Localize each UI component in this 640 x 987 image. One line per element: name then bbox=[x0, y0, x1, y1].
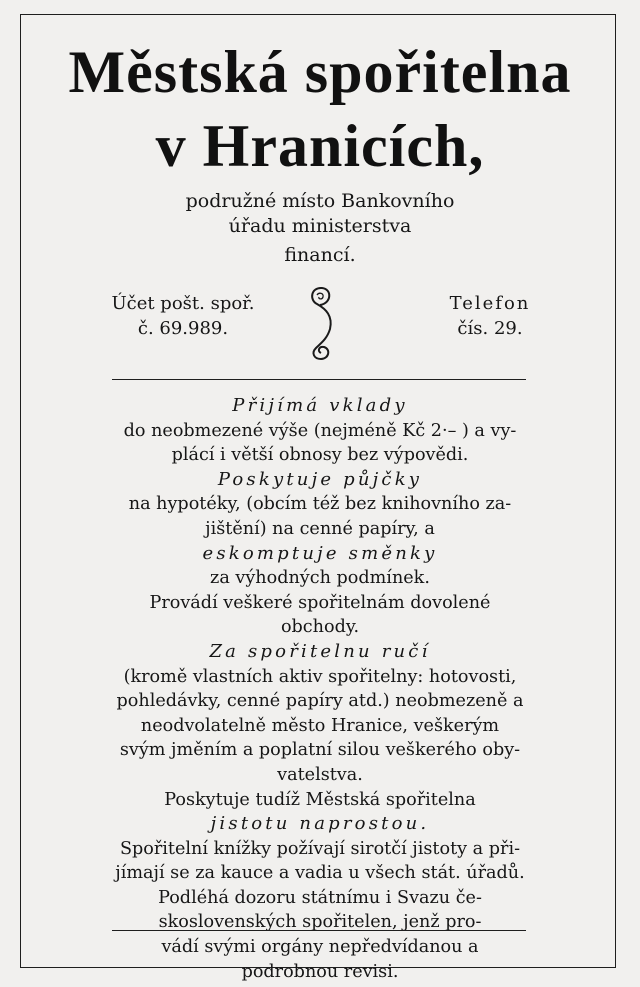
subtitle-line-3: financí. bbox=[284, 244, 356, 266]
top-divider bbox=[112, 379, 526, 380]
body-line: pohledávky, cenné papíry atd.) neobmezeně a bbox=[116, 691, 524, 712]
postal-account-label: Účet pošt. spoř. bbox=[111, 293, 255, 314]
subtitle-line-2: úřadu ministerstva bbox=[228, 215, 412, 237]
telephone-label: Telefon bbox=[449, 293, 531, 314]
telephone bbox=[420, 291, 560, 341]
body-line: svým jměním a poplatní silou veškerého oby- bbox=[119, 740, 521, 761]
postal-account-number: č. 69.989. bbox=[137, 318, 229, 339]
body-line: Spořitelní knížky požívají sirotčí jistoty a při- bbox=[119, 838, 521, 859]
body-line: plácí i větší obnosy bez výpovědi. bbox=[171, 445, 469, 466]
body-line: jištění) na cenné papíry, a bbox=[205, 518, 435, 539]
body-line: jímají se za kauce a vadia u všech stát. úřadů. bbox=[115, 863, 525, 884]
heading-deposits: Přijímá vklady bbox=[232, 395, 408, 416]
title-line-2: v Hranicích, bbox=[155, 113, 485, 179]
body-line: do neobmezené výše (nejméně Kč 2·– ) a vy- bbox=[123, 420, 517, 441]
subtitle-line-1: podružné místo Bankovního bbox=[185, 190, 455, 212]
body-line: na hypotéky, (obcím též bez knihovního za- bbox=[128, 494, 512, 515]
body-line: Provádí veškeré spořitelnám dovolené obchody. bbox=[149, 592, 491, 638]
heading-loans: Poskytuje půjčky bbox=[217, 468, 423, 490]
body-line: neodvolatelně město Hranice, veškerým bbox=[140, 715, 500, 736]
bottom-divider bbox=[112, 930, 526, 931]
advertisement-body bbox=[108, 394, 532, 984]
body-line: podrobnou revisi. bbox=[241, 961, 399, 982]
body-line: vádí svými orgány nepředvídanou a bbox=[161, 937, 479, 958]
heading-security: jistotu naprostou. bbox=[210, 813, 430, 835]
heading-guarantee: Za spořitelnu ručí bbox=[209, 640, 431, 662]
body-line: (kromě vlastních aktiv spořitelny: hotovosti, bbox=[123, 666, 517, 687]
heading-discounting: eskomptuje směnky bbox=[202, 542, 438, 564]
telephone-number: čís. 29. bbox=[457, 318, 523, 339]
body-line: Podléhá dozoru státnímu i Svazu če- bbox=[158, 887, 482, 908]
postal-account bbox=[98, 291, 268, 341]
body-line: vatelstva. bbox=[277, 764, 363, 785]
title-line-1: Městská spořitelna bbox=[68, 39, 572, 105]
body-line: Poskytuje tudíž Městská spořitelna bbox=[164, 789, 476, 810]
s-ornament-icon bbox=[300, 281, 340, 361]
body-line: skoslovenských spořitelen, jenž pro- bbox=[158, 912, 482, 933]
body-line: za výhodných podmínek. bbox=[210, 568, 430, 589]
